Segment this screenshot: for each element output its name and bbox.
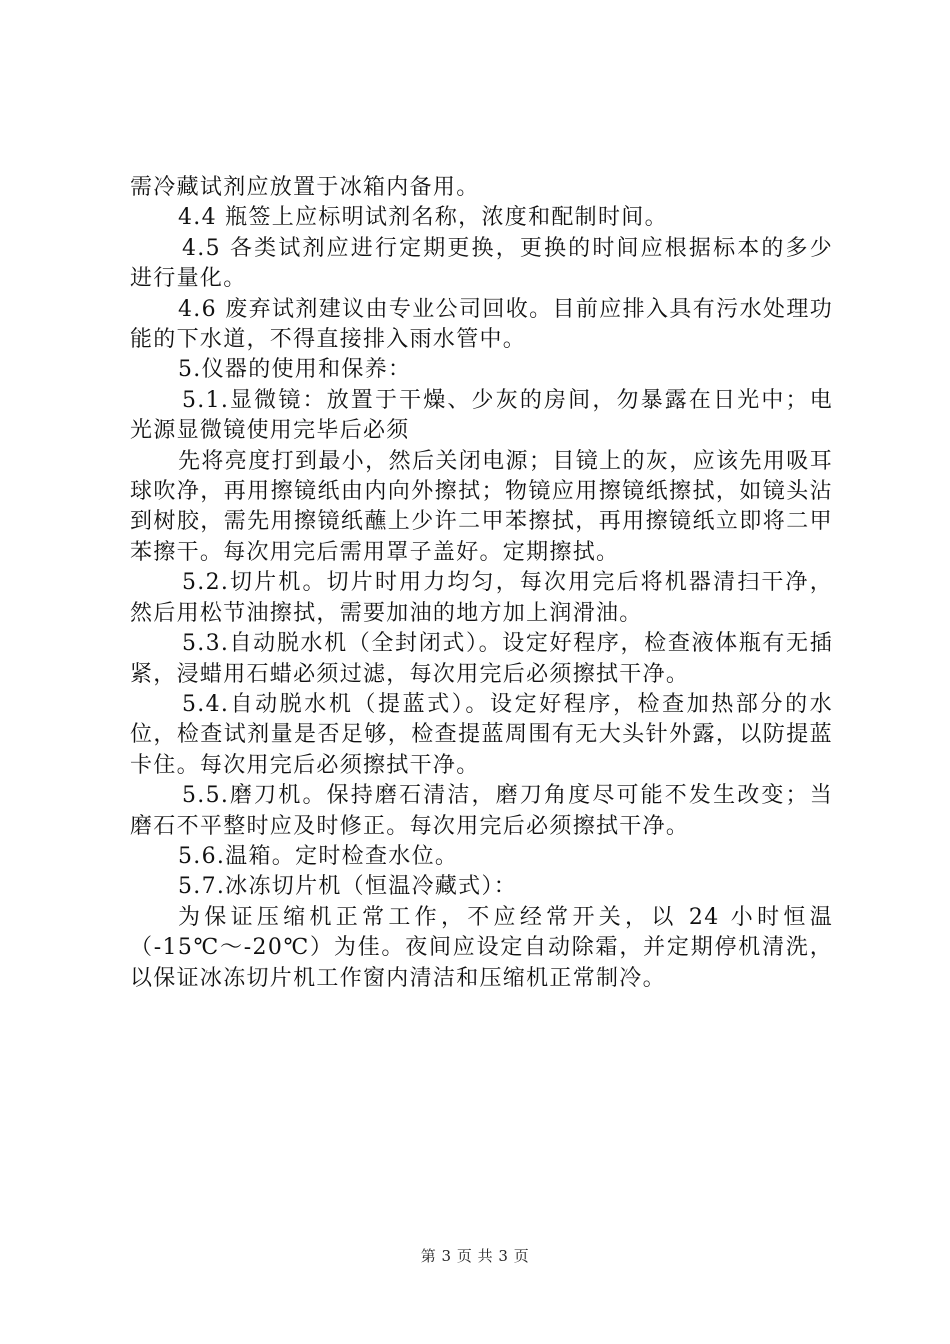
paragraph-4-6-waste-reagents: 4.6 废弃试剂建议由专业公司回收。目前应排入具有污水处理功能的下水道，不得直接排入雨水管中。 [130,296,833,353]
paragraph-5-1-microscope: 5.1.显微镜：放置于干燥、少灰的房间，勿暴露在日光中；电光源显微镜使用完毕后必须 [130,387,833,444]
paragraph-5-7-cryostat: 5.7.冰冻切片机（恒温冷藏式）： [178,874,518,900]
paragraph-5-7-cryostat-usage: 为保证压缩机正常工作，不应经常开关，以 24 小时恒温（-15℃～-20℃）为佳。夜间应设定自动除霜，并定期停机清洗，以保证冰冻切片机工作窗内清洁和压缩机正常制冷。 [130,904,833,991]
paragraph-5-4-basket-processor: 5.4.自动脱水机（提蓝式）。设定好程序，检查加热部分的水位，检查试剂量是否足够，检查提蓝周围有无大头针外露，以防提蓝卡住。每次用完后必须擦拭干净。 [130,691,833,778]
paragraph-5-5-knife-sharpener: 5.5.磨刀机。保持磨石清洁，磨刀角度尽可能不发生改变；当磨石不平整时应及时修正。每次用完后必须擦拭干净。 [130,783,833,839]
paragraph-5-2-microtome: 5.2.切片机。切片时用力均匀，每次用完后将机器清扫干净，然后用松节油擦拭，需要加油的地方加上润滑油。 [130,570,833,626]
section-heading-5-instruments: 5.仪器的使用和保养： [178,357,412,383]
paragraph-5-6-incubator: 5.6.温箱。定时检查水位。 [178,843,459,869]
page-number-footer: 第 3 页 共 3 页 [420,1247,530,1265]
paragraph-5-3-enclosed-processor: 5.3.自动脱水机（全封闭式）。设定好程序，检查液体瓶有无插紧，浸蜡用石蜡必须过滤，每次用完后必须擦拭干净。 [130,631,833,687]
paragraph-4-4-bottle-labels: 4.4 瓶签上应标明试剂名称，浓度和配制时间。 [178,205,668,231]
document-body [130,173,833,994]
paragraph-refrigerated-reagents: 需冷藏试剂应放置于冰箱内备用。 [130,175,480,200]
paragraph-5-1-microscope-cleaning: 先将亮度打到最小，然后关闭电源；目镜上的灰，应该先用吸耳球吹净，再用擦镜纸由内向外擦拭；物镜应用擦镜纸擦拭，如镜头沾到树胶，需先用擦镜纸蘸上少许二甲苯擦拭，再用擦镜纸立即将二甲苯擦干。每次用完后需用罩子盖好。定期擦拭。 [130,448,833,565]
paragraph-4-5-reagent-replacement: 4.5 各类试剂应进行定期更换，更换的时间应根据标本的多少进行量化。 [130,235,833,292]
